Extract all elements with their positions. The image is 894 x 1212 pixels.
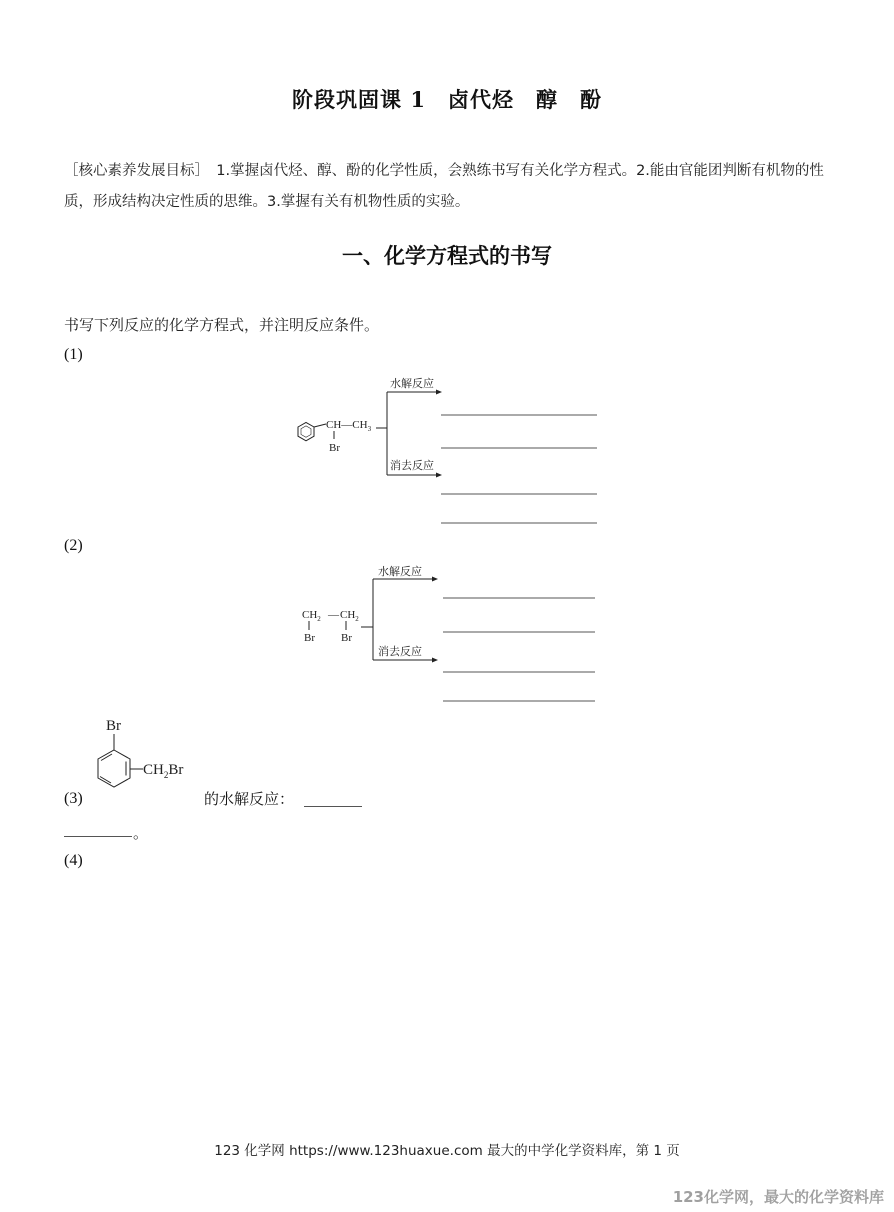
question-1-scheme xyxy=(290,372,610,532)
bond-dash: — xyxy=(328,609,339,621)
elimination-condition: 消去反应 xyxy=(378,645,422,658)
ch2-label-1: $CH_2$ xyxy=(302,609,321,623)
instruction-text: 书写下列反应的化学方程式，并注明反应条件。 xyxy=(64,316,380,334)
question-2-number: (2) xyxy=(64,537,83,554)
question-1-number: (1) xyxy=(64,346,83,363)
bromine-top-label: Br xyxy=(106,718,121,734)
watermark: 123化学网，最大的化学资料库 xyxy=(672,1188,884,1206)
question-3-number: (3) xyxy=(64,790,83,807)
hydrolysis-condition: 水解反应 xyxy=(378,565,422,578)
learning-goals: ［核心素养发展目标］ 1.掌握卤代烃、醇、酚的化学性质，会熟练书写有关化学方程式。2.能由官能团判断有机物的性质，形成结构决定性质的思维。3.掌握有关有机物性质的实验。 xyxy=(64,163,824,210)
bromine-label-2: Br xyxy=(341,632,352,644)
answer-blank xyxy=(64,836,132,837)
benzene-ring-icon xyxy=(98,750,130,787)
ch-ch3-label: $CH—CH_3$ xyxy=(326,419,372,433)
page-title: 阶段巩固课 1 卤代烃 醇 酚 xyxy=(292,87,602,112)
section-title: 一、化学方程式的书写 xyxy=(342,243,552,268)
bromine-label: Br xyxy=(329,442,340,454)
elimination-condition: 消去反应 xyxy=(390,459,434,472)
benzene-ring-icon xyxy=(298,422,314,440)
hydrolysis-condition: 水解反应 xyxy=(390,377,434,390)
ch2br-label: $CH_2Br$ xyxy=(143,762,184,780)
question-4-number: (4) xyxy=(64,852,83,869)
sentence-end: 。 xyxy=(133,824,149,842)
question-3-structure xyxy=(88,712,208,812)
question-2-scheme xyxy=(296,560,606,710)
page-footer: 123 化学网 https://www.123huaxue.com 最大的中学化学资料库，第 1 页 xyxy=(214,1143,680,1159)
question-3-text: 的水解反应： xyxy=(204,790,295,808)
answer-blank xyxy=(304,806,362,807)
ch2-label-2: $CH_2$ xyxy=(340,609,359,623)
bromine-label-1: Br xyxy=(304,632,315,644)
